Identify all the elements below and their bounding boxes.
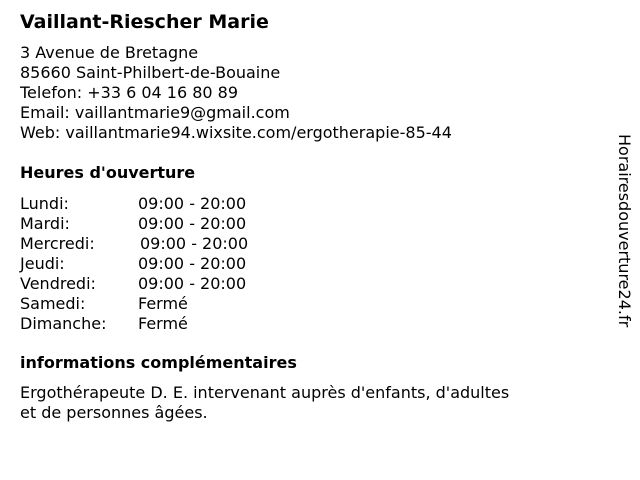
time-value: 09:00 - 20:00 [140,234,249,253]
email-address[interactable]: Email: vaillantmarie9@gmail.com [20,103,290,122]
business-name: Vaillant-Riescher Marie [20,11,269,33]
hours-row-friday [20,274,340,294]
hours-row-thursday [20,254,340,274]
time-value: 09:00 - 20:00 [138,214,247,233]
day-label: Jeudi: [20,254,65,273]
time-value: Fermé [138,294,188,313]
time-value: 09:00 - 20:00 [138,274,247,293]
contact-block [20,43,452,143]
address-city: 85660 Saint-Philbert-de-Bouaine [20,63,281,82]
opening-hours-heading: Heures d'ouverture [20,163,196,182]
day-label: Mardi: [20,214,70,233]
hours-row-tuesday [20,214,340,234]
site-brand-vertical [612,134,636,374]
day-label: Vendredi: [20,274,96,293]
time-value: 09:00 - 20:00 [138,254,247,273]
opening-hours-table [20,194,340,334]
day-label: Lundi: [20,194,69,213]
hours-row-sunday [20,314,340,334]
time-value: 09:00 - 20:00 [138,194,247,213]
site-brand-text: Horairesdouverture24.fr [615,134,634,328]
day-label: Mercredi: [20,234,95,253]
phone-number[interactable]: Telefon: +33 6 04 16 80 89 [20,83,239,102]
hours-row-wednesday [20,234,340,254]
day-label: Dimanche: [20,314,107,333]
website-link[interactable]: Web: vaillantmarie94.wixsite.com/ergotherapie-85-44 [20,123,452,142]
day-label: Samedi: [20,294,86,313]
additional-info-text: Ergothérapeute D. E. intervenant auprès d'enfants, d'adultes et de personnes âgées. [20,383,510,422]
time-value: Fermé [138,314,188,333]
additional-info-heading: informations complémentaires [20,353,297,372]
hours-row-saturday [20,294,340,314]
address-street: 3 Avenue de Bretagne [20,43,199,62]
hours-row-monday [20,194,340,214]
